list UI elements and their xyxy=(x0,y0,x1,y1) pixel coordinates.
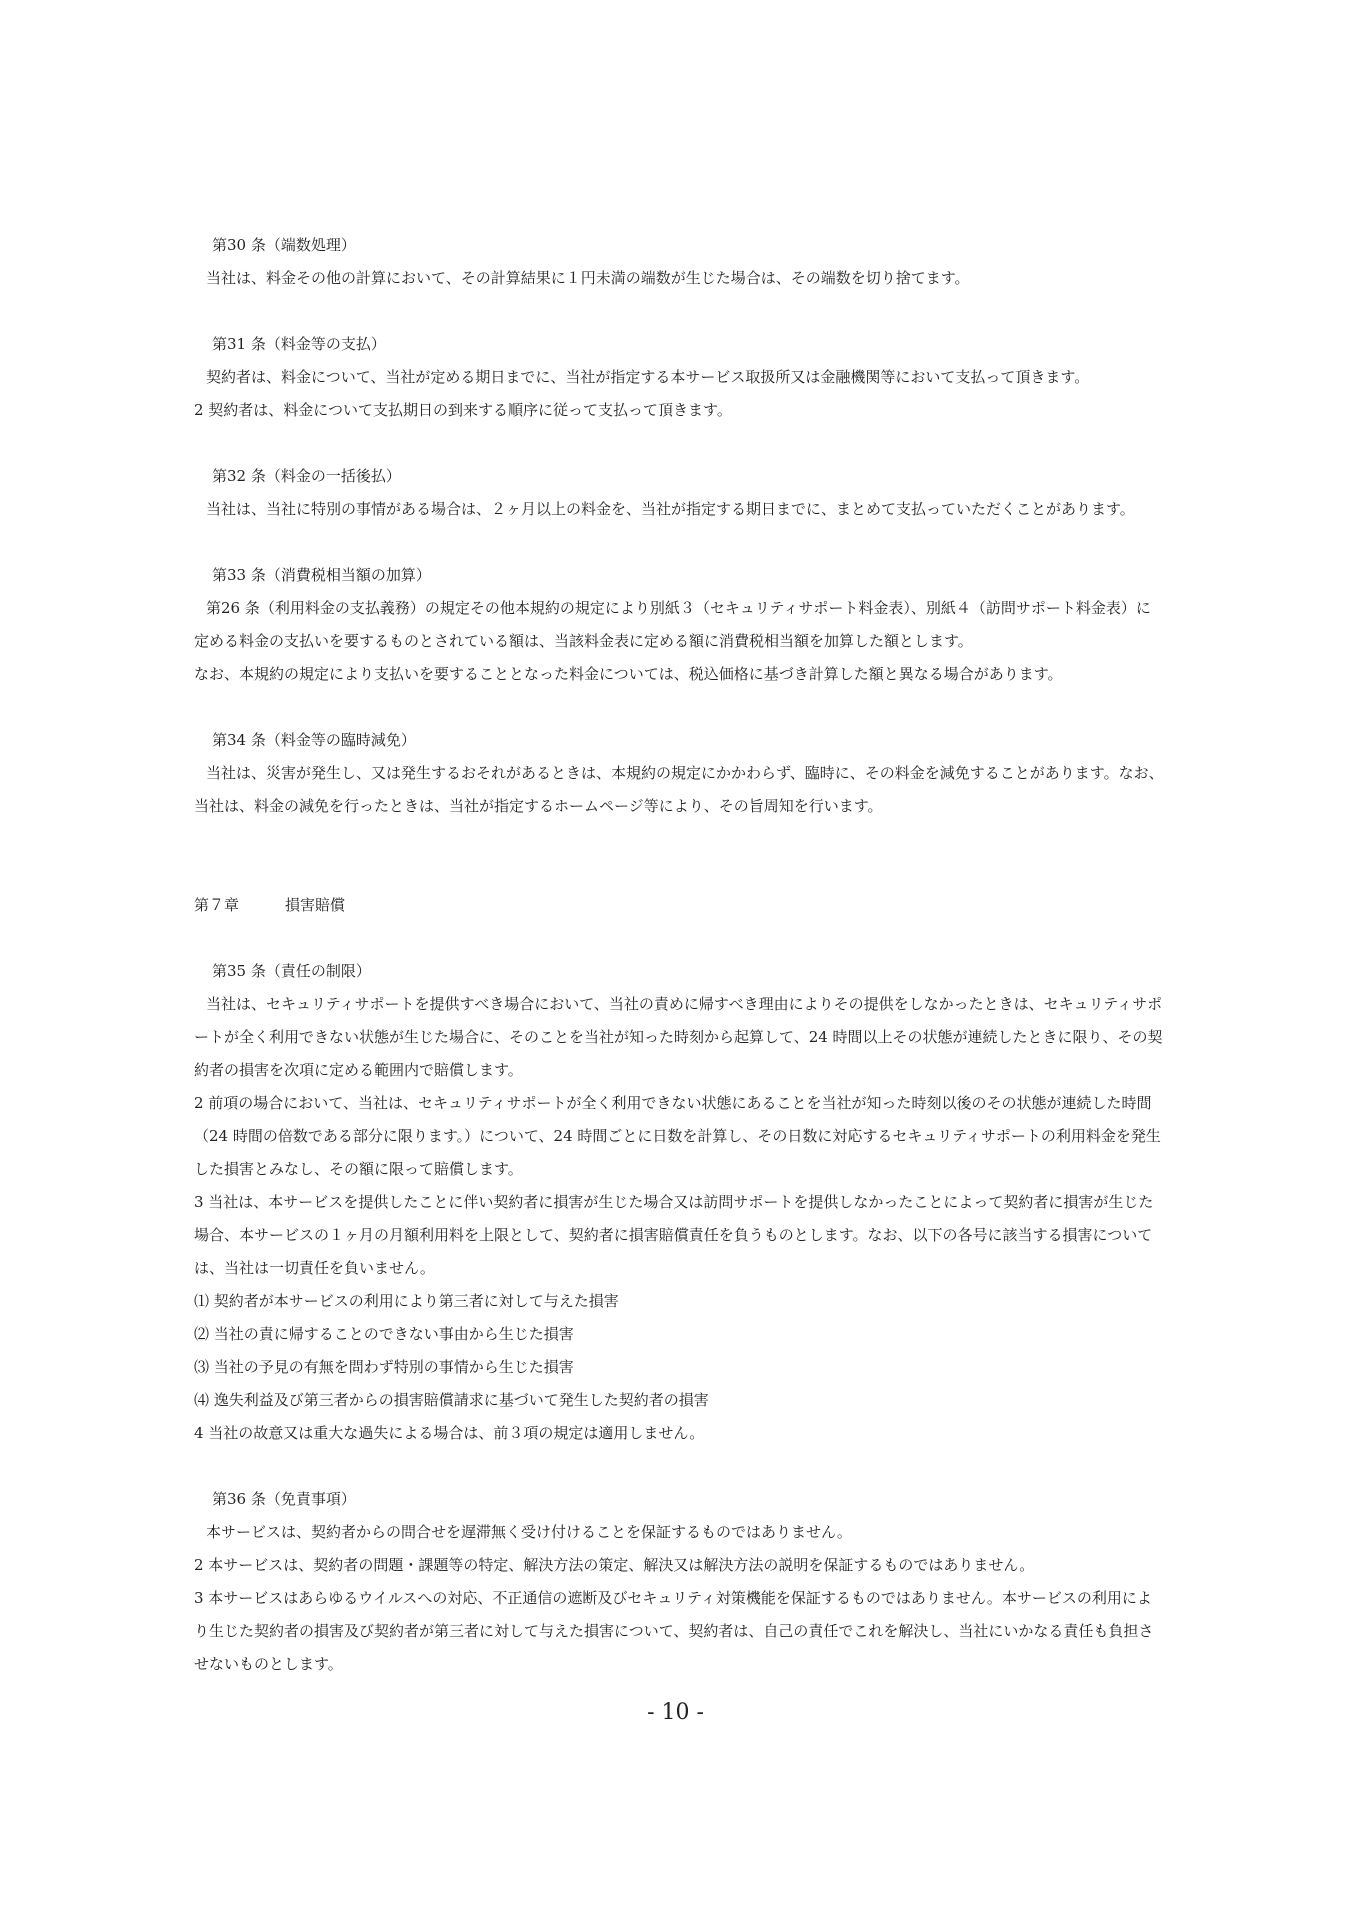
list-item: ⑵ 当社の責に帰することのできない事由から生じた損害 xyxy=(194,1325,574,1343)
article-paragraph: なお、本規約の規定により支払いを要することとなった料金については、税込価格に基づき計算した額と異なる場合があります。 xyxy=(194,665,1063,683)
article-paragraph: 当社は、料金その他の計算において、その計算結果に１円未満の端数が生じた場合は、その端数を切り捨てます。 xyxy=(206,269,970,287)
article-paragraph: 3 本サービスはあらゆるウイルスへの対応、不正通信の遮断及びセキュリティ対策機能を保証するものではありません。本サービスの利用により生じた契約者の損害及び契約者が第三者に対して与えた損害について、契約者は、自己の責任でこれを解決し、当社にいかなる責任も負担させないものとします。 xyxy=(194,1589,1154,1673)
article-title: 第34 条（料金等の臨時減免） xyxy=(212,731,416,749)
article-paragraph: 当社は、当社に特別の事情がある場合は、２ヶ月以上の料金を、当社が指定する期日までに、まとめて支払っていただくことがあります。 xyxy=(206,500,1135,518)
article-paragraph: 第26 条（利用料金の支払義務）の規定その他本規約の規定により別紙３（セキュリティサポート料金表）、別紙４（訪問サポート料金表）に定める料金の支払いを要するものとされている額は、当該料金表に定める額に消費税相当額を加算した額とします。 xyxy=(194,599,1151,650)
chapter-heading xyxy=(194,889,1164,922)
article-paragraph: 4 当社の故意又は重大な過失による場合は、前３項の規定は適用しません。 xyxy=(194,1424,705,1442)
article-paragraph: 本サービスは、契約者からの問合せを遅滞無く受け付けることを保証するものではありません。 xyxy=(206,1523,852,1541)
article-paragraph: 当社は、災害が発生し、又は発生するおそれがあるときは、本規約の規定にかかわらず、臨時に、その料金を減免することがあります。なお、当社は、料金の減免を行ったときは、当社が指定するホームページ等により、その旨周知を行います。 xyxy=(194,764,1164,815)
list-item: ⑶ 当社の予見の有無を問わず特別の事情から生じた損害 xyxy=(194,1358,574,1376)
page-number: - 10 - xyxy=(647,1700,704,1725)
article-paragraph: 2 本サービスは、契約者の問題・課題等の特定、解決方法の策定、解決又は解決方法の説明を保証するものではありません。 xyxy=(194,1556,1035,1574)
chapter-name: 損害賠償 xyxy=(285,896,346,914)
article-title: 第36 条（免責事項） xyxy=(212,1490,356,1508)
article-31 xyxy=(194,328,1164,427)
article-title: 第32 条（料金の一括後払） xyxy=(212,467,401,485)
article-34 xyxy=(194,724,1164,823)
article-paragraph: 2 前項の場合において、当社は、セキュリティサポートが全く利用できない状態にあることを当社が知った時刻以後のその状態が連続した時間（24 時間の倍数である部分に限ります。）について、24 時間ごとに日数を計算し、その日数に対応するセキュリティサポートの利用料金を発生した損害とみなし、その額に限って賠償します。 xyxy=(194,1094,1161,1178)
list-item: ⑷ 逸失利益及び第三者からの損害賠償請求に基づいて発生した契約者の損害 xyxy=(194,1391,709,1409)
list-item: ⑴ 契約者が本サービスの利用により第三者に対して与えた損害 xyxy=(194,1292,619,1310)
article-35 xyxy=(194,955,1164,1450)
article-paragraph: 契約者は、料金について、当社が定める期日までに、当社が指定する本サービス取扱所又は金融機関等において支払って頂きます。 xyxy=(206,368,1090,386)
article-title: 第31 条（料金等の支払） xyxy=(212,335,386,353)
chapter-number: 第７章 xyxy=(194,896,240,914)
article-title: 第35 条（責任の制限） xyxy=(212,962,371,980)
article-33 xyxy=(194,559,1164,691)
article-32 xyxy=(194,460,1164,526)
article-36 xyxy=(194,1483,1164,1681)
article-paragraph: 3 当社は、本サービスを提供したことに伴い契約者に損害が生じた場合又は訪問サポートを提供しなかったことによって契約者に損害が生じた場合、本サービスの１ヶ月の月額利用料を上限として、契約者に損害賠償責任を負うものとします。なお、以下の各号に該当する損害については、当社は一切責任を負いません。 xyxy=(194,1193,1154,1277)
article-title: 第33 条（消費税相当額の加算） xyxy=(212,566,431,584)
article-paragraph: 2 契約者は、料金について支払期日の到来する順序に従って支払って頂きます。 xyxy=(194,401,732,419)
page-body xyxy=(194,229,1164,1681)
article-30 xyxy=(194,229,1164,295)
article-title: 第30 条（端数処理） xyxy=(212,236,356,254)
article-paragraph: 当社は、セキュリティサポートを提供すべき場合において、当社の責めに帰すべき理由によりその提供をしなかったときは、セキュリティサポートが全く利用できない状態が生じた場合に、そのことを当社が知った時刻から起算して、24 時間以上その状態が連続したときに限り、その契約者の損害を次項に定める範囲内で賠償します。 xyxy=(194,995,1163,1079)
